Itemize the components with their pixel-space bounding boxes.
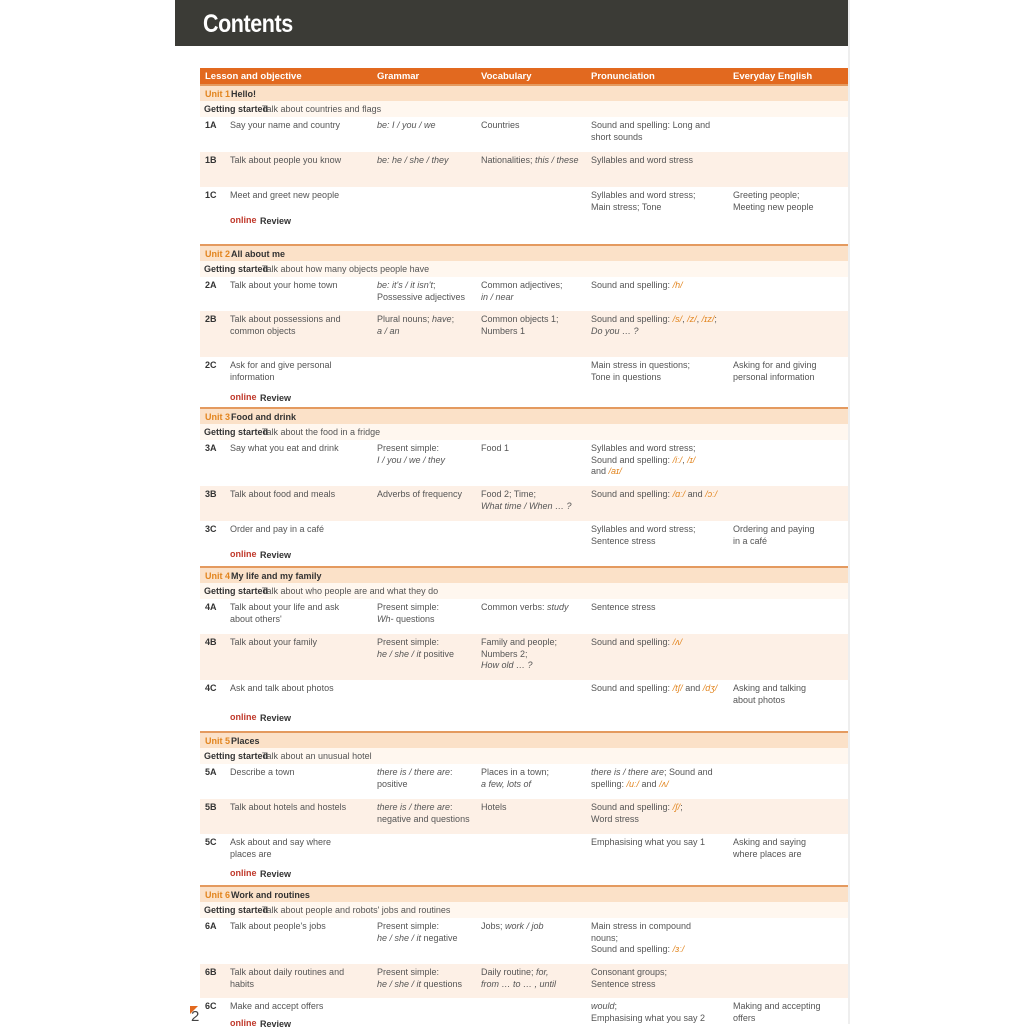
- pronunciation-cell: Syllables and word stress; Sentence stress: [591, 524, 696, 546]
- column-header: Grammar: [377, 71, 420, 82]
- lesson-code: 5C: [205, 837, 217, 847]
- phoneme: /iː/: [672, 454, 683, 465]
- lesson-row: [200, 440, 850, 486]
- grammar-cell: Present simple: he / she / it questions: [377, 967, 463, 989]
- review-text: Review: [260, 393, 292, 403]
- lesson-code: 6A: [205, 921, 217, 931]
- pronunciation-cell: Syllables and word stress: [591, 155, 694, 165]
- unit-header: [200, 731, 850, 748]
- review-row: [200, 1017, 850, 1031]
- grammar-cell: Present simple: he / she / it negative: [377, 921, 458, 943]
- phoneme: /ɑː/: [672, 489, 686, 499]
- lesson-objective: Talk about possessions and common objects: [230, 314, 341, 336]
- lesson-row: [200, 964, 850, 998]
- lesson-objective: Talk about your life and ask about others': [230, 602, 340, 624]
- lesson-code: 4C: [205, 683, 217, 693]
- unit-section: [200, 566, 850, 731]
- lesson-objective: Talk about your home town: [230, 280, 338, 290]
- unit-section: [200, 407, 850, 566]
- phoneme: /ʃ/: [672, 802, 681, 812]
- pronunciation-cell: Syllables and word stress; Main stress; Tone: [591, 190, 696, 212]
- lesson-objective: Say what you eat and drink: [230, 443, 339, 453]
- lesson-row: [200, 311, 850, 357]
- lesson-objective: Order and pay in a café: [230, 524, 325, 534]
- column-header: Lesson and objective: [205, 71, 302, 82]
- unit-name: Hello!: [231, 89, 257, 99]
- getting-started-row: [200, 261, 850, 277]
- pronunciation-cell: Sentence stress: [591, 602, 656, 612]
- unit-header: [200, 244, 850, 261]
- lesson-objective: Talk about people's jobs: [230, 921, 326, 931]
- review-online-link[interactable]: online: [230, 549, 257, 559]
- getting-started-label: Getting started: [204, 905, 269, 915]
- lesson-code: 1A: [205, 120, 217, 130]
- pronunciation-cell: Sound and spelling: /ʌ/: [591, 637, 683, 647]
- unit-header: [200, 84, 850, 101]
- lesson-code: 2C: [205, 360, 217, 370]
- lesson-code: 3C: [205, 524, 217, 534]
- grammar-cell: Plural nouns; have; a / an: [377, 314, 455, 336]
- review-text: Review: [260, 216, 292, 226]
- units-list: [200, 84, 850, 1031]
- unit-header: [200, 407, 850, 424]
- getting-started-label: Getting started: [204, 751, 269, 761]
- pronunciation-cell: Sound and spelling: /ʃ/; Word stress: [591, 802, 683, 824]
- grammar-cell: Adverbs of frequency: [377, 489, 463, 499]
- review-row: [200, 548, 850, 562]
- phoneme: /uː/: [626, 778, 640, 789]
- page-edge: [848, 0, 850, 1024]
- getting-started-row: [200, 902, 850, 918]
- phoneme: /aɪ/: [608, 466, 622, 476]
- vocabulary-cell: Daily routine; for, from … to … , until: [481, 967, 557, 989]
- lesson-code: 5A: [205, 767, 217, 777]
- unit-number: Unit 6: [205, 890, 231, 900]
- unit-name: Food and drink: [231, 412, 296, 422]
- column-header: Everyday English: [733, 71, 813, 82]
- vocabulary-cell: Jobs; work / job: [481, 921, 544, 931]
- lesson-row: [200, 486, 850, 521]
- getting-started-text: Talk about an unusual hotel: [262, 751, 372, 761]
- page-title: Contents: [203, 10, 293, 38]
- phoneme: /ʌ/: [672, 637, 683, 647]
- lesson-objective: Say your name and country: [230, 120, 341, 130]
- phoneme: /ɪ/: [687, 454, 696, 465]
- everyday-english-cell: Asking for and giving personal information: [733, 360, 817, 382]
- lesson-code: 2B: [205, 314, 217, 324]
- lesson-row: [200, 764, 850, 799]
- review-label: [230, 392, 292, 403]
- lesson-code: 2A: [205, 280, 217, 290]
- getting-started-label: Getting started: [204, 427, 269, 437]
- everyday-english-cell: Asking and talking about photos: [733, 683, 807, 705]
- pronunciation-cell: there is / there are; Sound and spelling: /uː/ and /ʌ/: [591, 767, 713, 789]
- page-number: 2: [191, 1008, 200, 1025]
- column-header: Pronunciation: [591, 71, 655, 82]
- unit-section: [200, 885, 850, 1031]
- everyday-english-cell: Making and accepting offers: [733, 1001, 821, 1023]
- lesson-objective: Ask about and say where places are: [230, 837, 332, 859]
- lesson-row: [200, 152, 850, 187]
- grammar-cell: be: I / you / we: [377, 120, 436, 130]
- grammar-cell: Present simple: Wh- questions: [377, 602, 440, 624]
- unit-name: All about me: [231, 249, 286, 259]
- lesson-code: 3B: [205, 489, 217, 499]
- lesson-objective: Describe a town: [230, 767, 295, 777]
- getting-started-row: [200, 583, 850, 599]
- pronunciation-cell: Sound and spelling: /ɑː/ and /ɔː/: [591, 489, 718, 499]
- review-text: Review: [260, 869, 292, 879]
- vocabulary-cell: Places in a town; a few, lots of: [481, 767, 550, 789]
- lesson-code: 6B: [205, 967, 217, 977]
- getting-started-text: Talk about the food in a fridge: [262, 427, 381, 437]
- unit-section: [200, 244, 850, 407]
- lesson-row: [200, 634, 850, 680]
- review-label: [230, 868, 292, 879]
- pronunciation-cell: Sound and spelling: /tʃ/ and /dʒ/: [591, 683, 718, 693]
- lesson-row: [200, 918, 850, 964]
- pronunciation-cell: Main stress in questions; Tone in questions: [591, 360, 691, 382]
- getting-started-row: [200, 101, 850, 117]
- table-header: [200, 68, 850, 84]
- review-online-link[interactable]: online: [230, 712, 257, 722]
- phoneme: /tʃ/: [672, 683, 683, 693]
- getting-started-text: Talk about countries and flags: [262, 104, 382, 114]
- column-header: Vocabulary: [481, 71, 532, 82]
- lesson-objective: Meet and greet new people: [230, 190, 340, 200]
- unit-name: My life and my family: [231, 571, 322, 581]
- review-text: Review: [260, 713, 292, 723]
- contents-page: [175, 0, 850, 1029]
- review-online-link[interactable]: online: [230, 392, 257, 402]
- review-text: Review: [260, 1019, 292, 1029]
- vocabulary-cell: Hotels: [481, 802, 507, 812]
- unit-number: Unit 5: [205, 736, 231, 746]
- phoneme: /s/: [672, 314, 683, 324]
- vocabulary-cell: Food 1: [481, 443, 510, 453]
- unit-number: Unit 1: [205, 89, 231, 99]
- review-online-link[interactable]: online: [230, 1018, 257, 1028]
- vocabulary-cell: Common objects 1; Numbers 1: [481, 314, 559, 336]
- lesson-row: [200, 357, 850, 391]
- pronunciation-cell: Sound and spelling: Long and short sounds: [591, 120, 711, 142]
- phoneme: /ɜː/: [672, 944, 685, 954]
- lesson-code: 5B: [205, 802, 217, 812]
- review-text: Review: [260, 550, 292, 560]
- lesson-row: [200, 521, 850, 548]
- phoneme: /ɔː/: [705, 489, 718, 499]
- lesson-objective: Talk about people you know: [230, 155, 342, 165]
- unit-number: Unit 3: [205, 412, 231, 422]
- lesson-code: 3A: [205, 443, 217, 453]
- vocabulary-cell: Food 2; Time; What time / When … ?: [481, 489, 572, 511]
- phoneme: /ɪz/: [701, 314, 715, 324]
- unit-number: Unit 2: [205, 249, 231, 259]
- everyday-english-cell: Ordering and paying in a café: [733, 524, 815, 546]
- phoneme: /h/: [672, 280, 683, 290]
- lesson-objective: Ask for and give personal information: [230, 360, 332, 382]
- lesson-objective: Talk about your family: [230, 637, 318, 647]
- grammar-cell: there is / there are: positive: [377, 767, 453, 789]
- grammar-cell: Present simple: I / you / we / they: [377, 443, 446, 465]
- pronunciation-cell: Consonant groups; Sentence stress: [591, 967, 668, 989]
- unit-header: [200, 885, 850, 902]
- getting-started-label: Getting started: [204, 586, 269, 596]
- pronunciation-cell: would; Emphasising what you say 2: [591, 1001, 706, 1023]
- grammar-cell: be: it's / it isn't; Possessive adjectives: [377, 280, 466, 302]
- getting-started-text: Talk about people and robots' jobs and routines: [262, 905, 451, 915]
- unit-header: [200, 566, 850, 583]
- review-online-link[interactable]: online: [230, 215, 257, 225]
- vocabulary-cell: Common adjectives; in / near: [481, 280, 563, 302]
- lesson-objective: Talk about food and meals: [230, 489, 336, 499]
- review-row: [200, 711, 850, 725]
- lesson-objective: Ask and talk about photos: [230, 683, 334, 693]
- unit-section: [200, 731, 850, 885]
- getting-started-text: Talk about who people are and what they do: [262, 586, 439, 596]
- review-row: [200, 391, 850, 405]
- pronunciation-cell: Sound and spelling: /h/: [591, 280, 683, 290]
- grammar-cell: Present simple: he / she / it positive: [377, 637, 455, 659]
- lesson-row: [200, 834, 850, 867]
- lesson-code: 1B: [205, 155, 217, 165]
- vocabulary-cell: Common verbs: study: [481, 602, 569, 612]
- unit-name: Work and routines: [231, 890, 310, 900]
- review-row: [200, 867, 850, 881]
- lesson-code: 6C: [205, 1001, 217, 1011]
- vocabulary-cell: Countries: [481, 120, 520, 130]
- pronunciation-cell: Emphasising what you say 1: [591, 837, 706, 847]
- lesson-code: 4A: [205, 602, 217, 612]
- lesson-code: 4B: [205, 637, 217, 647]
- unit-number: Unit 4: [205, 571, 231, 581]
- vocabulary-cell: Nationalities; this / these: [481, 155, 579, 165]
- everyday-english-cell: Greeting people; Meeting new people: [733, 190, 814, 212]
- review-online-link[interactable]: online: [230, 868, 257, 878]
- pronunciation-cell: Sound and spelling: /s/, /z/, /ɪz/; Do you … ?: [591, 314, 717, 336]
- phoneme: /dʒ/: [702, 683, 718, 693]
- lesson-row: [200, 187, 850, 214]
- review-label: [230, 215, 292, 226]
- review-label: [230, 1018, 292, 1029]
- getting-started-label: Getting started: [204, 264, 269, 274]
- everyday-english-cell: Asking and saying where places are: [733, 837, 807, 859]
- grammar-cell: be: he / she / they: [377, 155, 449, 165]
- getting-started-row: [200, 748, 850, 764]
- title-bar: [175, 0, 850, 46]
- getting-started-text: Talk about how many objects people have: [262, 264, 430, 274]
- getting-started-label: Getting started: [204, 104, 269, 114]
- lesson-objective: Make and accept offers: [230, 1001, 324, 1011]
- lesson-row: [200, 277, 850, 311]
- unit-name: Places: [231, 736, 260, 746]
- lesson-row: [200, 117, 850, 152]
- lesson-row: [200, 799, 850, 834]
- lesson-code: 1C: [205, 190, 217, 200]
- phoneme: /z/: [687, 314, 697, 324]
- pronunciation-cell: Main stress in compound nouns; Sound and spelling: /ɜː/: [591, 921, 692, 954]
- lesson-row: [200, 599, 850, 634]
- unit-section: [200, 84, 850, 244]
- lesson-objective: Talk about hotels and hostels: [230, 802, 347, 812]
- review-label: [230, 712, 292, 723]
- review-label: [230, 549, 292, 560]
- vocabulary-cell: Family and people; Numbers 2; How old … ?: [481, 637, 558, 670]
- contents-table: [200, 68, 850, 1031]
- getting-started-row: [200, 424, 850, 440]
- grammar-cell: there is / there are: negative and questions: [377, 802, 470, 824]
- lesson-row: [200, 680, 850, 711]
- review-row: [200, 214, 850, 228]
- phoneme: /ʌ/: [659, 778, 669, 789]
- pronunciation-cell: Syllables and word stress; Sound and spelling: /iː/, /ɪ/ and /aɪ/: [591, 443, 696, 476]
- lesson-objective: Talk about daily routines and habits: [230, 967, 345, 989]
